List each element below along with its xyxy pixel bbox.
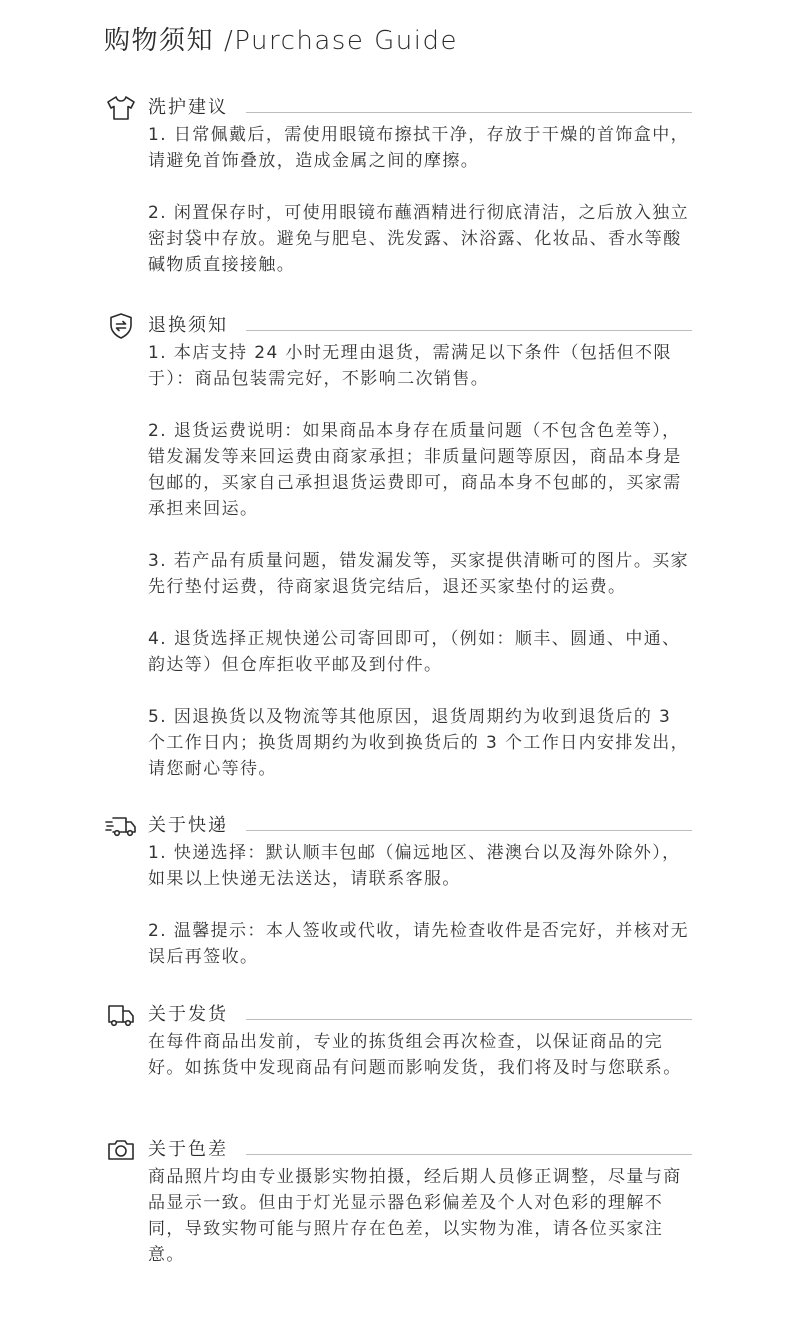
paragraph: 商品照片均由专业摄影实物拍摄，经后期人员修正调整，尽量与商品显示一致。但由于灯光显示器色彩偏差及个人对色彩的理解不同，导致实物可能与照片存在色差，以实物为准，请各位买家注意。 [148, 1167, 682, 1265]
section-divider [246, 330, 692, 331]
paragraph: 1. 快递选择：默认顺丰包邮（偏远地区、港澳台以及海外除外），如果以上快递无法送达，请联系客服。 [148, 843, 681, 889]
section-color-difference [104, 1136, 692, 1268]
truck-icon [104, 1001, 138, 1029]
paragraph: 1. 日常佩戴后，需使用眼镜布擦拭干净，存放于干燥的首饰盒中，请避免首饰叠放，造成金属之间的摩擦。 [148, 125, 690, 171]
section-divider [246, 1154, 692, 1155]
section-body [148, 122, 692, 278]
paragraph: 4. 退货选择正规快递公司寄回即可，（例如：顺丰、圆通、中通、韵达等）但仓库拒收平邮及到付件。 [148, 629, 681, 675]
paragraph: 2. 温馨提示：本人签收或代收，请先检查收件是否完好，并核对无误后再签收。 [148, 921, 690, 967]
section-title: 洗护建议 [148, 97, 228, 118]
paragraph: 5. 因退换货以及物流等其他原因，退货周期约为收到退货后的 3 个工作日内；换货周期约为收到换货后的 3 个工作日内安排发出，请您耐心等待。 [148, 707, 690, 779]
paragraph: 3. 若产品有质量问题，错发漏发等，买家提供清晰可的图片。买家先行垫付运费，待商家退货完结后，退还买家垫付的运费。 [148, 551, 690, 597]
section-body [148, 1029, 692, 1081]
paragraph: 1. 本店支持 24 小时无理由退货，需满足以下条件（包括但不限于）：商品包装需完好，不影响二次销售。 [148, 343, 672, 389]
section-header [104, 1001, 692, 1029]
section-header [104, 1136, 692, 1164]
section-title: 关于色差 [148, 1139, 228, 1160]
section-divider [246, 112, 692, 113]
paragraph: 2. 退货运费说明：如果商品本身存在质量问题（不包含色差等），错发漏发等来回运费由商家承担；非质量问题等原因，商品本身是包邮的，买家自己承担退货运费即可，商品本身不包邮的，买家需承担来回运。 [148, 421, 682, 519]
section-care [104, 94, 692, 278]
section-express [104, 812, 692, 970]
camera-icon [104, 1136, 138, 1164]
section-shipping [104, 1001, 692, 1081]
page-title-en: /Purchase Guide [224, 26, 458, 56]
shield-exchange-icon [104, 312, 138, 340]
page-title [104, 20, 458, 57]
paragraph: 2. 闲置保存时，可使用眼镜布蘸酒精进行彻底清洁，之后放入独立密封袋中存放。避免与肥皂、洗发露、沐浴露、化妆品、香水等酸碱物质直接接触。 [148, 203, 690, 275]
fast-truck-icon [104, 812, 138, 840]
page-title-cn: 购物须知 [104, 26, 215, 56]
section-header [104, 312, 692, 340]
paragraph: 在每件商品出发前，专业的拣货组会再次检查，以保证商品的完好。如拣货中发现商品有问题而影响发货，我们将及时与您联系。 [148, 1032, 682, 1078]
section-body [148, 1164, 692, 1268]
section-divider [246, 1019, 692, 1020]
section-header [104, 94, 692, 122]
section-header [104, 812, 692, 840]
section-body [148, 340, 692, 782]
section-title: 关于快递 [148, 815, 228, 836]
section-returns [104, 312, 692, 782]
section-title: 关于发货 [148, 1004, 228, 1025]
section-title: 退换须知 [148, 315, 228, 336]
tshirt-icon [104, 94, 138, 122]
section-divider [246, 830, 692, 831]
section-body [148, 840, 692, 970]
